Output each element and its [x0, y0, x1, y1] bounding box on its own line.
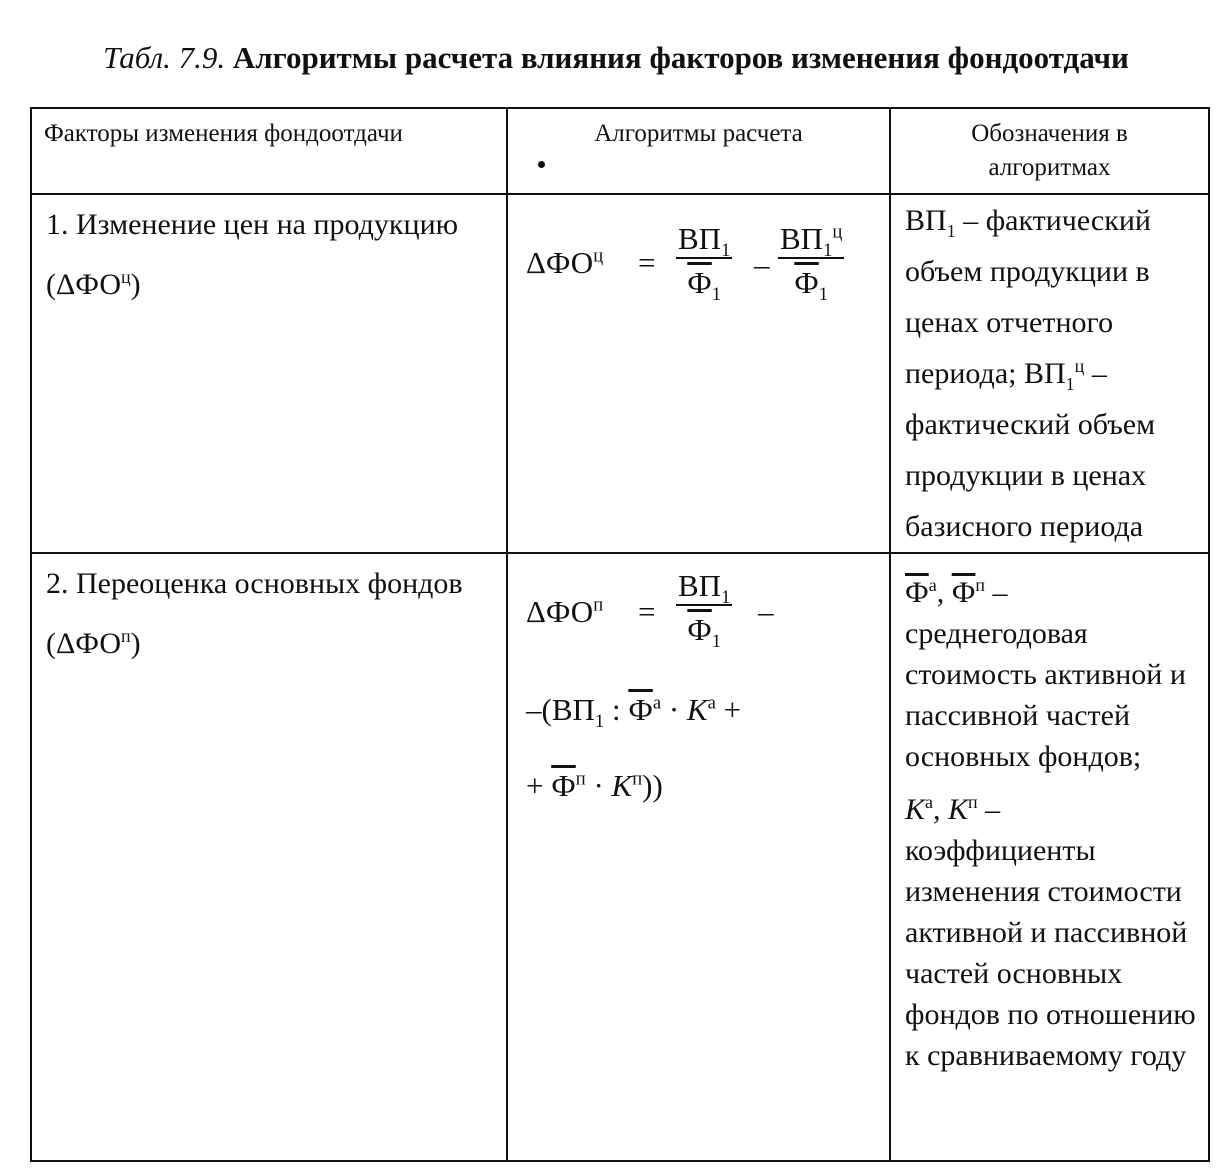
row2-note-b-k2-sup: п: [968, 792, 978, 812]
row2-line2-div: :: [604, 692, 629, 727]
row2-line2-open: –(ВП: [526, 692, 595, 727]
row1-factor-text: 1. Изменение цен на продукцию: [46, 208, 459, 241]
row2-note-a-f1: Ф: [905, 576, 929, 609]
row2-trail-minus: –: [758, 594, 774, 629]
row1-frac1-den-base: Ф: [687, 265, 712, 300]
header-algorithms: [507, 108, 890, 194]
row2-factor-symbol: $(\Delta ФО^п)$: [46, 626, 141, 660]
row2-factor-symbol-sup: п: [121, 626, 131, 646]
caption-label: Табл. 7.9.: [103, 40, 226, 75]
row2-note-b-k1: K: [905, 793, 926, 826]
row2-line3-close: )): [642, 768, 663, 803]
stray-dot: [538, 161, 545, 168]
row2-frac-den-sub: 1: [711, 631, 722, 653]
row2-line2-dot: ·: [661, 692, 687, 727]
row1-frac2-den: [778, 257, 844, 306]
row2-note-a-text: – среднегодовая стоимость активной и пассивной частей основных фондов;: [905, 576, 1186, 773]
row1-frac2-num-sub: 1: [823, 240, 833, 262]
row2-frac-num-base: ВП: [678, 568, 722, 603]
row2-factor-cell: [31, 553, 507, 1161]
row2-formula-cell: [507, 553, 890, 1161]
row2-line3-dot: ·: [585, 768, 612, 803]
row2-factor-symbol-base: ΔФО: [56, 627, 122, 660]
row1-factor-symbol: $(\Delta ФО^ц)$: [46, 267, 141, 301]
row1-note-a-sub: 1: [946, 221, 956, 241]
row1-frac1-den: [676, 257, 732, 306]
row1-note-b-sup: ц: [1074, 356, 1085, 376]
row1-factor-symbol-sup: ц: [121, 267, 131, 287]
row1-frac1-num-sub: 1: [721, 240, 731, 262]
row2-line3-plus: +: [526, 768, 552, 803]
header-notation: [890, 108, 1209, 194]
row1-eq: =: [638, 245, 656, 280]
row2-notation-cell: [890, 553, 1209, 1161]
row2-lhs-base: ΔФО: [526, 594, 594, 629]
row1-formula-cell: [507, 194, 890, 553]
row2-note-b-k1-sup: а: [925, 792, 934, 812]
row1-note-a-sym: ВП: [905, 204, 947, 237]
row2-line2-k: K: [686, 692, 708, 727]
note-gap: [905, 777, 1196, 789]
row2-note-a-f1-sup: а: [928, 575, 937, 595]
row2-frac: [676, 568, 732, 653]
row2-line2-f: Ф: [628, 692, 653, 727]
row1-frac1: [676, 221, 732, 306]
header-factors: [31, 108, 507, 194]
row2-line3: [526, 768, 663, 804]
row1-factor-symbol-base: ΔФО: [56, 268, 122, 301]
row2-eq: =: [638, 594, 656, 629]
header-algorithms-text: Алгоритмы расчета: [594, 120, 803, 147]
row2-line2: [526, 692, 742, 733]
row2-note-b-k2: K: [948, 793, 969, 826]
table-caption: [30, 40, 1202, 84]
row2-frac-num: [676, 568, 732, 609]
row1-frac1-num-base: ВП: [678, 221, 722, 256]
row2-frac-num-sub: 1: [721, 587, 731, 609]
row1-note-a-text: – фактический объем продукции в ценах отчетного периода;: [905, 204, 1151, 390]
row1-note-b-text: – фактический объем продукции в ценах базисного периода: [905, 357, 1156, 543]
row2-factor: [32, 554, 506, 674]
row2-note-a-f2: Ф: [951, 576, 976, 609]
row2-frac-den: [676, 604, 732, 653]
row2-note-a-f2-sup: п: [975, 575, 986, 595]
row2-line2-sub: 1: [594, 711, 605, 733]
row1-note-b-sym: ВП: [1023, 357, 1066, 390]
row2-note-b: [905, 789, 1196, 1076]
row2-line3-f-sup: п: [575, 768, 586, 790]
row1-formula: [508, 195, 889, 315]
row1-frac2: [778, 221, 844, 306]
row2-note-a-comma: ,: [936, 576, 952, 609]
header-factors-text: Факторы изменения фондоотдачи: [44, 120, 403, 147]
row2-line2-plus: +: [715, 692, 742, 727]
row2-frac-den-base: Ф: [687, 612, 712, 647]
row1-lhs-base: ΔФО: [526, 245, 594, 280]
caption-title: Алгоритмы расчета влияния факторов изменения фондоотдачи: [232, 40, 1129, 75]
row1-lhs: [526, 245, 603, 281]
row2-notation: [891, 554, 1208, 1076]
row1-frac2-den-base: Ф: [794, 265, 819, 300]
row1-note-b-sub: 1: [1065, 374, 1075, 394]
row1-frac2-den-sub: 1: [818, 284, 829, 306]
row1-factor-cell: [31, 194, 507, 553]
row2-lhs: [526, 594, 603, 630]
row2-note-b-text: – коэффициенты изменения стоимости активной и пассивной частей основных фондов по отношению к сравниваемому году: [905, 793, 1196, 1072]
row1-frac2-num: [778, 221, 844, 262]
algorithms-table: [30, 107, 1210, 1162]
row2-lhs-sup: п: [593, 594, 604, 616]
row1-frac1-den-sub: 1: [711, 284, 722, 306]
row2-line2-k-sup: а: [707, 692, 716, 714]
row2-note-a: [905, 572, 1196, 777]
row1-lhs-sup: ц: [593, 245, 604, 267]
row1-minus: –: [754, 247, 770, 282]
table-row: [31, 553, 1209, 1161]
row1-notation-cell: [890, 194, 1209, 553]
row2-note-b-comma: ,: [933, 793, 949, 826]
row1-frac2-num-sup: ц: [832, 221, 843, 243]
row1-frac1-num: [676, 221, 732, 262]
row2-formula: [508, 554, 889, 884]
row2-line3-k-sup: п: [632, 768, 643, 790]
row1-factor: [32, 195, 506, 315]
row2-factor-text: 2. Переоценка основных фондов: [46, 567, 463, 600]
header-notation-text: Обозначения в алгоритмах: [971, 120, 1128, 181]
row2-line2-f-sup: а: [652, 692, 662, 714]
row1-frac2-num-base: ВП: [780, 221, 824, 256]
table-row: [31, 194, 1209, 553]
row2-line3-k: K: [611, 768, 633, 803]
row2-line3-f: Ф: [551, 768, 576, 803]
row1-notation: [891, 195, 1208, 552]
header-row: [31, 108, 1209, 194]
